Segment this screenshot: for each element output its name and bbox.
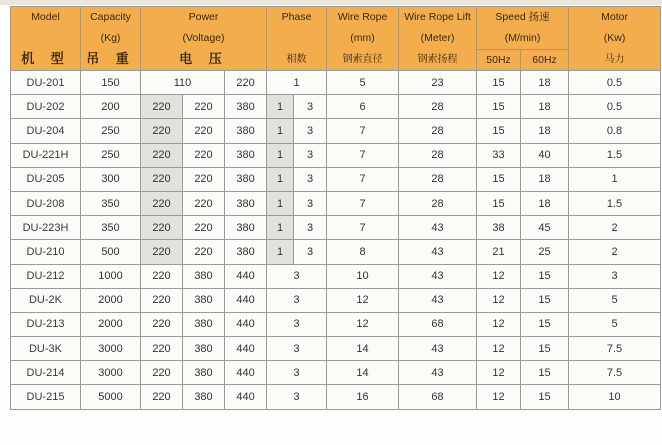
cell-phase: 3 [267, 312, 327, 336]
cell-wire-rope: 6 [327, 95, 399, 119]
table-row [11, 264, 661, 288]
cell-capacity: 2000 [81, 312, 141, 336]
top-band [0, 0, 662, 5]
cell-voltage: 220 [183, 119, 225, 143]
cell-phase: 3 [267, 288, 327, 312]
cell-wire-rope: 14 [327, 361, 399, 385]
cell-speed-50hz: 21 [477, 240, 521, 264]
cell-voltage: 220 [183, 167, 225, 191]
cell-voltage: 220 [141, 288, 183, 312]
cell-wire-rope-lift: 68 [399, 312, 477, 336]
cell-wire-rope-lift: 28 [399, 167, 477, 191]
cell-voltage: 440 [225, 337, 267, 361]
cell-capacity: 5000 [81, 385, 141, 409]
cell-wire-rope: 16 [327, 385, 399, 409]
cell-motor: 0.5 [569, 95, 661, 119]
cell-motor: 7.5 [569, 361, 661, 385]
cell-wire-rope-lift: 28 [399, 119, 477, 143]
cell-voltage: 220 [183, 95, 225, 119]
header-wire-rope-lift: Wire Rope Lift (Meter) 钢索扬程 [399, 7, 477, 71]
cell-motor: 7.5 [569, 337, 661, 361]
cell-capacity: 250 [81, 143, 141, 167]
cell-phase: 3 [294, 95, 327, 119]
cell-voltage: 440 [225, 361, 267, 385]
cell-phase: 1 [267, 143, 294, 167]
cell-wire-rope: 7 [327, 167, 399, 191]
cell-model: DU-215 [11, 385, 81, 409]
cell-voltage: 440 [225, 312, 267, 336]
cell-wire-rope-lift: 43 [399, 288, 477, 312]
cell-voltage: 380 [225, 119, 267, 143]
cell-phase: 3 [267, 385, 327, 409]
cell-phase: 3 [294, 143, 327, 167]
cell-speed-60hz: 45 [521, 216, 569, 240]
cell-wire-rope-lift: 68 [399, 385, 477, 409]
table-row [11, 143, 661, 167]
cell-speed-60hz: 15 [521, 312, 569, 336]
cell-voltage: 380 [183, 337, 225, 361]
cell-phase: 1 [267, 167, 294, 191]
cell-phase: 3 [294, 167, 327, 191]
table-row [11, 191, 661, 215]
cell-voltage: 440 [225, 264, 267, 288]
cell-wire-rope: 8 [327, 240, 399, 264]
cell-phase: 3 [267, 361, 327, 385]
cell-speed-50hz: 12 [477, 361, 521, 385]
cell-speed-60hz: 25 [521, 240, 569, 264]
cell-speed-60hz: 18 [521, 191, 569, 215]
cell-voltage: 220 [141, 240, 183, 264]
cell-speed-50hz: 38 [477, 216, 521, 240]
cell-wire-rope-lift: 23 [399, 71, 477, 95]
cell-voltage: 380 [183, 264, 225, 288]
cell-speed-50hz: 12 [477, 288, 521, 312]
cell-speed-50hz: 12 [477, 337, 521, 361]
header-motor: Motor (Kw) 马力 [569, 7, 661, 71]
cell-motor: 5 [569, 288, 661, 312]
cell-model: DU-205 [11, 167, 81, 191]
cell-voltage: 380 [225, 143, 267, 167]
cell-capacity: 3000 [81, 337, 141, 361]
cell-capacity: 2000 [81, 288, 141, 312]
cell-motor: 3 [569, 264, 661, 288]
cell-wire-rope-lift: 43 [399, 240, 477, 264]
cell-motor: 1.5 [569, 191, 661, 215]
table-row [11, 95, 661, 119]
cell-model: DU-3K [11, 337, 81, 361]
cell-voltage: 440 [225, 288, 267, 312]
cell-phase: 3 [294, 240, 327, 264]
cell-model: DU-214 [11, 361, 81, 385]
table-row [11, 71, 661, 95]
cell-speed-50hz: 15 [477, 95, 521, 119]
cell-voltage: 440 [225, 385, 267, 409]
cell-speed-50hz: 12 [477, 312, 521, 336]
cell-motor: 0.5 [569, 71, 661, 95]
header-speed: Speed 扬速 (M/min) [477, 7, 569, 50]
cell-phase: 1 [267, 95, 294, 119]
cell-speed-60hz: 15 [521, 288, 569, 312]
header-phase: Phase 相数 [267, 7, 327, 71]
cell-voltage: 220 [141, 385, 183, 409]
cell-speed-60hz: 15 [521, 264, 569, 288]
spec-table-body [11, 71, 661, 410]
cell-model: DU-223H [11, 216, 81, 240]
cell-model: DU-204 [11, 119, 81, 143]
cell-wire-rope: 10 [327, 264, 399, 288]
hoist-spec-table [10, 6, 661, 410]
cell-speed-60hz: 18 [521, 95, 569, 119]
header-model: Model 机 型 [11, 7, 81, 71]
cell-voltage: 380 [225, 191, 267, 215]
cell-voltage: 220 [141, 167, 183, 191]
cell-motor: 10 [569, 385, 661, 409]
cell-wire-rope-lift: 28 [399, 143, 477, 167]
cell-motor: 1 [569, 167, 661, 191]
cell-motor: 2 [569, 216, 661, 240]
cell-phase: 1 [267, 216, 294, 240]
cell-capacity: 350 [81, 216, 141, 240]
cell-wire-rope: 14 [327, 337, 399, 361]
cell-speed-50hz: 12 [477, 264, 521, 288]
cell-phase: 1 [267, 191, 294, 215]
cell-voltage: 220 [183, 143, 225, 167]
header-wire-rope: Wire Rope (mm) 钢索直径 [327, 7, 399, 71]
cell-wire-rope: 7 [327, 216, 399, 240]
cell-voltage: 220 [141, 216, 183, 240]
cell-motor: 2 [569, 240, 661, 264]
cell-model: DU-212 [11, 264, 81, 288]
cell-phase: 3 [267, 264, 327, 288]
cell-phase: 3 [267, 337, 327, 361]
cell-capacity: 500 [81, 240, 141, 264]
cell-model: DU-208 [11, 191, 81, 215]
cell-voltage: 110 [141, 71, 225, 95]
cell-voltage: 220 [141, 143, 183, 167]
cell-voltage: 380 [183, 361, 225, 385]
cell-capacity: 1000 [81, 264, 141, 288]
cell-speed-60hz: 18 [521, 119, 569, 143]
cell-voltage: 380 [225, 167, 267, 191]
cell-speed-50hz: 15 [477, 71, 521, 95]
cell-speed-50hz: 33 [477, 143, 521, 167]
cell-motor: 1.5 [569, 143, 661, 167]
cell-voltage: 220 [183, 191, 225, 215]
cell-wire-rope-lift: 28 [399, 191, 477, 215]
cell-voltage: 220 [225, 71, 267, 95]
cell-speed-60hz: 18 [521, 167, 569, 191]
cell-motor: 0.8 [569, 119, 661, 143]
cell-wire-rope-lift: 43 [399, 264, 477, 288]
cell-model: DU-210 [11, 240, 81, 264]
cell-phase: 1 [267, 119, 294, 143]
table-row [11, 312, 661, 336]
cell-speed-50hz: 12 [477, 385, 521, 409]
cell-capacity: 350 [81, 191, 141, 215]
cell-model: DU-221H [11, 143, 81, 167]
cell-speed-50hz: 15 [477, 191, 521, 215]
cell-capacity: 250 [81, 119, 141, 143]
cell-capacity: 150 [81, 71, 141, 95]
cell-wire-rope: 12 [327, 288, 399, 312]
header-power: Power (Voltage) 电 压 [141, 7, 267, 71]
cell-wire-rope: 7 [327, 119, 399, 143]
cell-voltage: 380 [225, 240, 267, 264]
cell-speed-60hz: 40 [521, 143, 569, 167]
cell-voltage: 220 [141, 361, 183, 385]
cell-phase: 3 [294, 216, 327, 240]
cell-motor: 5 [569, 312, 661, 336]
cell-model: DU-201 [11, 71, 81, 95]
table-row [11, 361, 661, 385]
cell-phase: 1 [267, 240, 294, 264]
cell-wire-rope-lift: 28 [399, 95, 477, 119]
cell-voltage: 380 [225, 95, 267, 119]
cell-voltage: 220 [141, 191, 183, 215]
cell-wire-rope: 7 [327, 143, 399, 167]
cell-wire-rope: 5 [327, 71, 399, 95]
cell-speed-60hz: 18 [521, 71, 569, 95]
cell-voltage: 220 [141, 119, 183, 143]
cell-wire-rope: 12 [327, 312, 399, 336]
table-row [11, 119, 661, 143]
cell-speed-60hz: 15 [521, 337, 569, 361]
cell-capacity: 3000 [81, 361, 141, 385]
cell-voltage: 380 [183, 385, 225, 409]
cell-wire-rope: 7 [327, 191, 399, 215]
cell-wire-rope-lift: 43 [399, 216, 477, 240]
cell-voltage: 220 [141, 337, 183, 361]
cell-wire-rope-lift: 43 [399, 337, 477, 361]
cell-model: DU-2K [11, 288, 81, 312]
cell-model: DU-213 [11, 312, 81, 336]
cell-capacity: 200 [81, 95, 141, 119]
table-row [11, 288, 661, 312]
cell-phase: 3 [294, 119, 327, 143]
cell-phase: 3 [294, 191, 327, 215]
table-row [11, 216, 661, 240]
table-row [11, 167, 661, 191]
cell-speed-50hz: 15 [477, 167, 521, 191]
cell-voltage: 220 [141, 312, 183, 336]
cell-capacity: 300 [81, 167, 141, 191]
table-row [11, 385, 661, 409]
cell-voltage: 220 [141, 264, 183, 288]
cell-voltage: 380 [225, 216, 267, 240]
cell-voltage: 380 [183, 312, 225, 336]
cell-speed-60hz: 15 [521, 385, 569, 409]
cell-speed-60hz: 15 [521, 361, 569, 385]
cell-voltage: 220 [183, 240, 225, 264]
cell-model: DU-202 [11, 95, 81, 119]
header-speed-50hz: 50Hz [477, 50, 521, 71]
cell-voltage: 220 [183, 216, 225, 240]
cell-voltage: 380 [183, 288, 225, 312]
cell-wire-rope-lift: 43 [399, 361, 477, 385]
table-row [11, 240, 661, 264]
cell-phase: 1 [267, 71, 327, 95]
header-capacity: Capacity (Kg) 吊 重 [81, 7, 141, 71]
header-speed-60hz: 60Hz [521, 50, 569, 71]
cell-speed-50hz: 15 [477, 119, 521, 143]
cell-voltage: 220 [141, 95, 183, 119]
table-row [11, 337, 661, 361]
